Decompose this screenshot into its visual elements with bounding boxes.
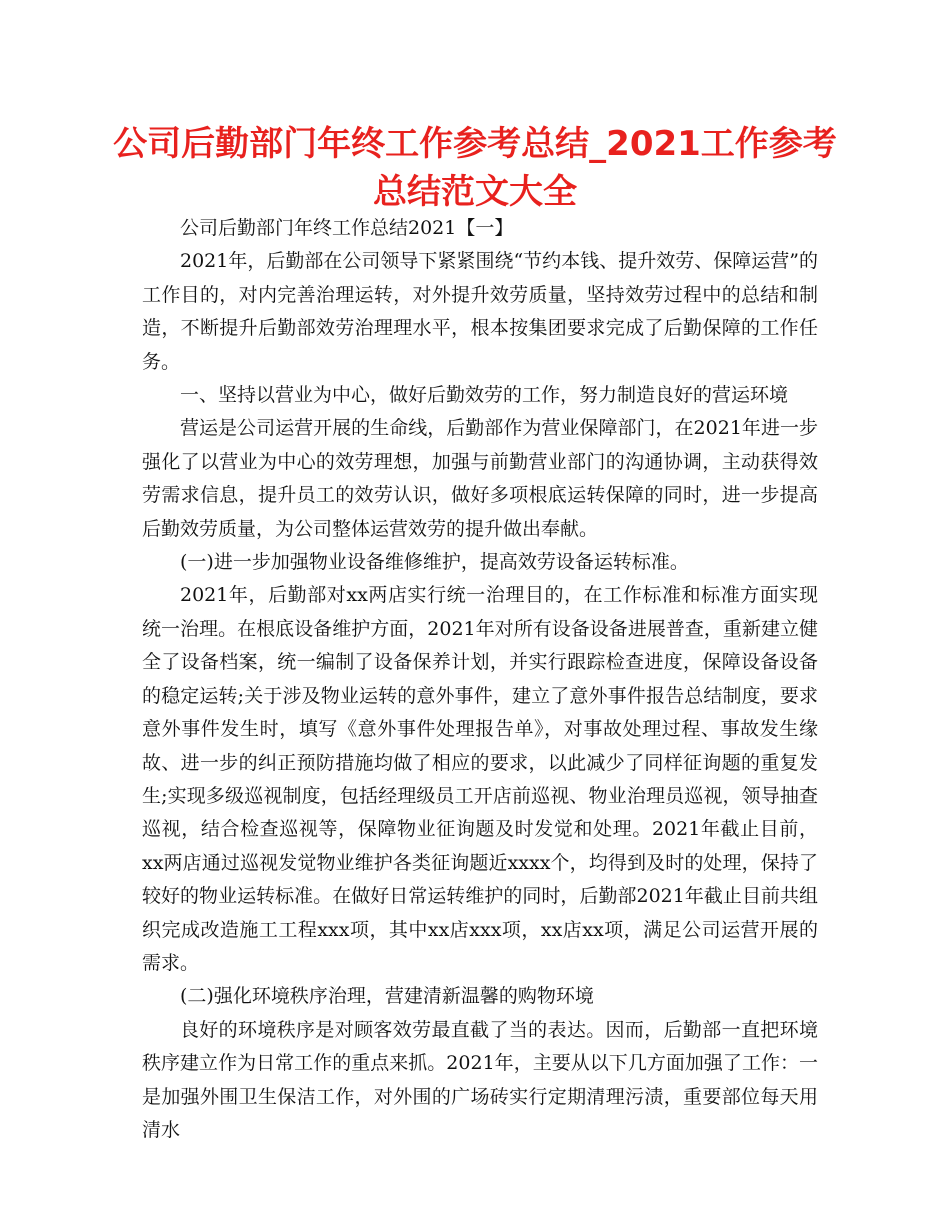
paragraph-subsection-1: 2021年，后勤部对xx两店实行统一治理目的，在工作标准和标准方面实现统一治理。在根底设备维护方面，2021年对所有设备设备进展普查，重新建立健全了设备档案，统一编制了设备保养计划，并实行跟踪检查进度，保障设备设备的稳定运转;关于涉及物业运转的意外事件，建立了意外事件报告总结制度，要求意外事件发生时，填写《意外事件处理报告单》，对事故处理过程、事故发生缘故、进一步的纠正预防措施均做了相应的要求，以此减少了同样征询题的重复发生;实现多级巡视制度，包括经理级员工开店前巡视、物业治理员巡视，领导抽查巡视，结合检查巡视等，保障物业征询题及时发觉和处理。2021年截止目前，xx两店通过巡视发觉物业维护各类征询题近xxxx个，均得到及时的处理，保持了较好的物业运转标准。在做好日常运转维护的同时，后勤部2021年截止目前共组织完成改造施工工程xxx项，其中xx店xxx项，xx店xx项，满足公司运营开展的需求。 xyxy=(142,584,818,974)
paragraph-intro: 2021年，后勤部在公司领导下紧紧围绕“节约本钱、提升效劳、保障运营”的工作目的，对内完善治理运转，对外提升效劳质量，坚持效劳过程中的总结和制造，不断提升后勤部效劳治理理水平，根本按集团要求完成了后勤保障的工作任务。 xyxy=(142,250,818,373)
document-body xyxy=(142,212,818,1147)
document-title: 公司后勤部门年终工作参考总结_2021工作参考总结范文大全 xyxy=(113,124,837,212)
subsection-heading-1: (一)进一步加强物业设备维修维护，提高效劳设备运转标准。 xyxy=(180,551,689,574)
subsection-heading-2: (二)强化环境秩序治理，营建清新温馨的购物环境 xyxy=(180,985,594,1008)
paragraph-subsection-2: 良好的环境秩序是对顾客效劳最直截了当的表达。因而，后勤部一直把环境秩序建立作为日常工作的重点来抓。2021年，主要从以下几方面加强了工作：一是加强外围卫生保洁工作，对外围的广场砖实行定期清理污渍，重要部位每天用清水 xyxy=(142,1018,818,1141)
paragraph-subtitle: 公司后勤部门年终工作总结2021【一】 xyxy=(180,217,514,239)
paragraph-section-1: 营运是公司运营开展的生命线，后勤部作为营业保障部门，在2021年进一步强化了以营业为中心的效劳理想，加强与前勤营业部门的沟通协调，主动获得效劳需求信息，提升员工的效劳认识，做好多项根底运转保障的同时，进一步提高后勤效劳质量，为公司整体运营效劳的提升做出奉献。 xyxy=(142,417,818,540)
section-heading-1: 一、坚持以营业为中心，做好后勤效劳的工作，努力制造良好的营运环境 xyxy=(180,384,789,407)
